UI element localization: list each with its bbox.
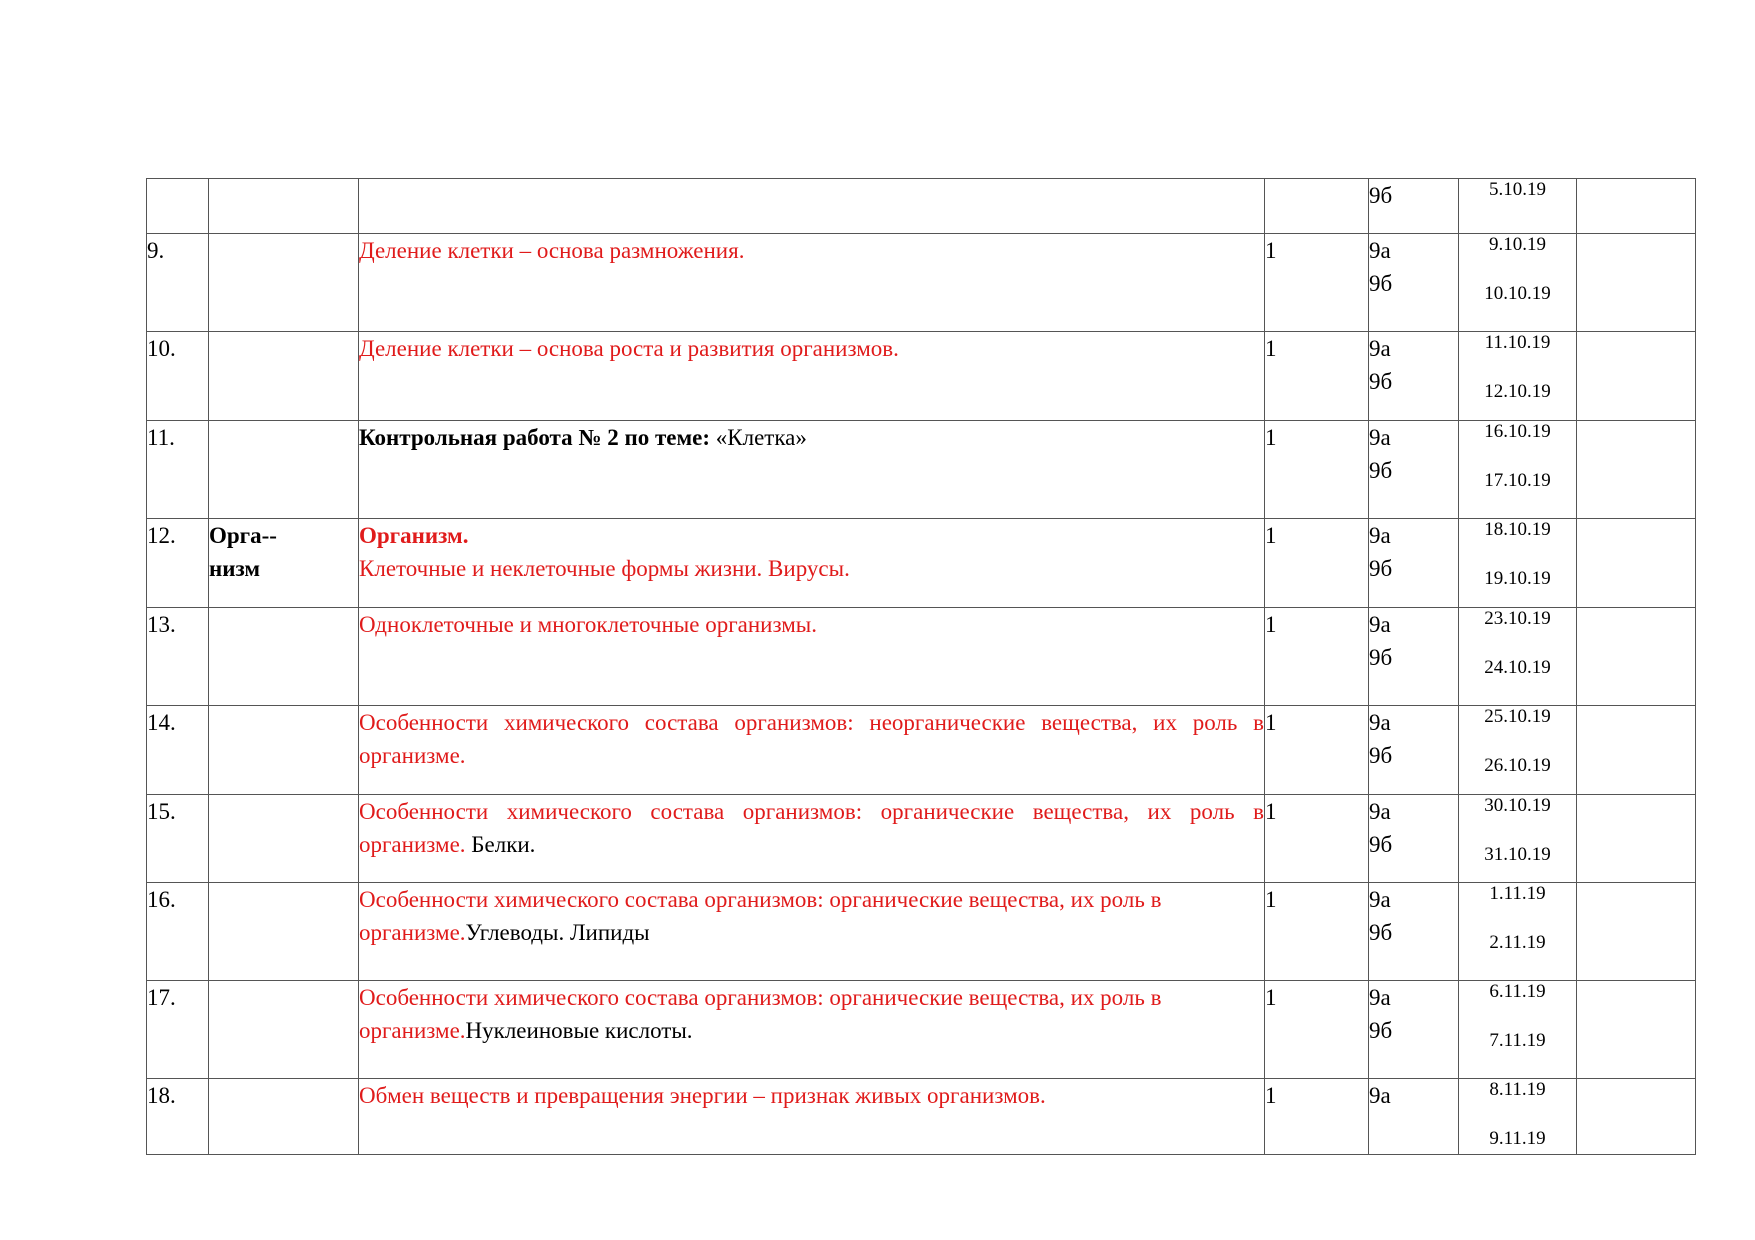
lesson-topic — [359, 519, 1265, 608]
topic-text: Деление клетки – основа роста и развития организмов. — [359, 336, 899, 361]
fact-date-cell — [1577, 981, 1696, 1079]
class-2: 9б — [1369, 743, 1393, 768]
lesson-number: 13. — [147, 608, 209, 706]
section-cell — [209, 332, 359, 421]
lesson-topic — [359, 421, 1265, 519]
date-2: 17.10.19 — [1484, 470, 1551, 491]
date-cell — [1459, 608, 1577, 706]
lesson-number: 10. — [147, 332, 209, 421]
lesson-number: 11. — [147, 421, 209, 519]
class-cell — [1369, 519, 1459, 608]
topic-text: Клеточные и неклеточные формы жизни. Вирусы. — [359, 556, 850, 581]
class-cell — [1369, 981, 1459, 1079]
section-cell — [209, 795, 359, 883]
fact-date-cell — [1577, 795, 1696, 883]
date-cell — [1459, 883, 1577, 981]
class-1: 9а — [1369, 612, 1391, 637]
date-cell — [1459, 795, 1577, 883]
class-1: 9а — [1369, 425, 1391, 450]
date-1: 9.10.19 — [1489, 234, 1546, 255]
lesson-number: 14. — [147, 706, 209, 795]
lesson-number: 9. — [147, 234, 209, 332]
fact-date-cell — [1577, 706, 1696, 795]
topic-label: Организм. — [359, 523, 469, 548]
table-row — [147, 421, 1696, 519]
date-2: 19.10.19 — [1484, 568, 1551, 589]
fact-date-cell — [1577, 179, 1696, 234]
class-cell — [1369, 883, 1459, 981]
table-row — [147, 179, 1696, 234]
table-row — [147, 706, 1696, 795]
date-1: 5.10.19 — [1489, 179, 1546, 200]
topic-text: Особенности химического состава организмов: органические вещества, их роль в организме. — [359, 985, 1162, 1043]
topic-extra: Нуклеиновые кислоты. — [465, 1018, 693, 1043]
fact-date-cell — [1577, 332, 1696, 421]
section-cell — [209, 706, 359, 795]
class-cell — [1369, 1079, 1459, 1155]
lesson-number: 18. — [147, 1079, 209, 1155]
class-2: 9б — [1369, 920, 1393, 945]
hours-cell: 1 — [1265, 795, 1369, 883]
lesson-topic — [359, 234, 1265, 332]
class-2: 9б — [1369, 645, 1393, 670]
fact-date-cell — [1577, 1079, 1696, 1155]
section-cell — [209, 883, 359, 981]
class-cell — [1369, 706, 1459, 795]
table-row — [147, 981, 1696, 1079]
class-2: 9б — [1369, 271, 1393, 296]
hours-cell: 1 — [1265, 883, 1369, 981]
lesson-number: 12. — [147, 519, 209, 608]
topic-text: Одноклеточные и многоклеточные организмы. — [359, 612, 817, 637]
class-cell — [1369, 795, 1459, 883]
topic-text: Особенности химического состава организмов: неорганические вещества, их роль в организме. — [359, 710, 1264, 768]
date-cell — [1459, 706, 1577, 795]
lesson-plan-table — [146, 178, 1696, 1155]
topic-text: Особенности химического состава организмов: органические вещества, их роль в организме. — [359, 799, 1264, 857]
table-row — [147, 332, 1696, 421]
class-cell — [1369, 421, 1459, 519]
date-2: 26.10.19 — [1484, 755, 1551, 776]
date-1: 16.10.19 — [1484, 421, 1551, 442]
class-1: 9а — [1369, 710, 1391, 735]
hours-cell: 1 — [1265, 421, 1369, 519]
table-row — [147, 1079, 1696, 1155]
date-2: 31.10.19 — [1484, 844, 1551, 865]
date-2: 9.11.19 — [1489, 1128, 1546, 1149]
table-row — [147, 234, 1696, 332]
lesson-topic — [359, 981, 1265, 1079]
hours-cell: 1 — [1265, 234, 1369, 332]
date-1: 23.10.19 — [1484, 608, 1551, 629]
class-1: 9а — [1369, 799, 1391, 824]
date-cell — [1459, 421, 1577, 519]
table-body — [147, 179, 1696, 1155]
table-row — [147, 795, 1696, 883]
class-cell — [1369, 234, 1459, 332]
lesson-number: 15. — [147, 795, 209, 883]
lesson-topic — [359, 179, 1265, 234]
fact-date-cell — [1577, 608, 1696, 706]
topic-extra: Углеводы. Липиды — [465, 920, 650, 945]
date-2: 10.10.19 — [1484, 283, 1551, 304]
class-1: 9а — [1369, 523, 1391, 548]
date-1: 1.11.19 — [1489, 883, 1546, 904]
date-cell — [1459, 519, 1577, 608]
section-cell — [209, 981, 359, 1079]
class-cell — [1369, 608, 1459, 706]
date-1: 8.11.19 — [1489, 1079, 1546, 1100]
topic-text: Обмен веществ и превращения энергии – признак живых организмов. — [359, 1083, 1046, 1108]
hours-cell: 1 — [1265, 1079, 1369, 1155]
date-cell — [1459, 981, 1577, 1079]
date-cell — [1459, 1079, 1577, 1155]
topic-text: Деление клетки – основа размножения. — [359, 238, 745, 263]
hours-cell: 1 — [1265, 608, 1369, 706]
hours-cell: 1 — [1265, 519, 1369, 608]
date-cell — [1459, 332, 1577, 421]
lesson-topic — [359, 795, 1265, 883]
class-2: 9б — [1369, 369, 1393, 394]
date-1: 30.10.19 — [1484, 795, 1551, 816]
class-1: 9а — [1369, 336, 1391, 361]
date-2: 24.10.19 — [1484, 657, 1551, 678]
lesson-topic — [359, 1079, 1265, 1155]
table-row — [147, 519, 1696, 608]
section-cell: Орга-- низм — [209, 519, 359, 608]
topic-text: Особенности химического состава организмов: органические вещества, их роль в организме. — [359, 887, 1162, 945]
lesson-number: 16. — [147, 883, 209, 981]
hours-cell: 1 — [1265, 332, 1369, 421]
class-2: 9б — [1369, 1018, 1393, 1043]
hours-cell: 1 — [1265, 981, 1369, 1079]
table-row — [147, 608, 1696, 706]
section-cell — [209, 234, 359, 332]
topic-label: Контрольная работа № 2 по теме: — [359, 425, 711, 450]
class-2: 9б — [1369, 556, 1393, 581]
lesson-number — [147, 179, 209, 234]
class-2: 9б — [1369, 458, 1393, 483]
section-cell — [209, 608, 359, 706]
date-cell — [1459, 179, 1577, 234]
date-1: 18.10.19 — [1484, 519, 1551, 540]
hours-cell: 1 — [1265, 706, 1369, 795]
date-2: 12.10.19 — [1484, 381, 1551, 402]
date-1: 11.10.19 — [1484, 332, 1551, 353]
section-cell — [209, 1079, 359, 1155]
hours-cell — [1265, 179, 1369, 234]
lesson-topic — [359, 883, 1265, 981]
class-2: 9б — [1369, 832, 1393, 857]
fact-date-cell — [1577, 519, 1696, 608]
class-1: 9а — [1369, 1083, 1391, 1108]
fact-date-cell — [1577, 883, 1696, 981]
topic-extra: «Клетка» — [710, 425, 807, 450]
class-cell — [1369, 332, 1459, 421]
fact-date-cell — [1577, 421, 1696, 519]
class-1: 9а — [1369, 238, 1391, 263]
section-cell — [209, 179, 359, 234]
date-cell — [1459, 234, 1577, 332]
lesson-number: 17. — [147, 981, 209, 1079]
table-row — [147, 883, 1696, 981]
section-cell — [209, 421, 359, 519]
topic-extra: Белки. — [465, 832, 536, 857]
date-1: 6.11.19 — [1489, 981, 1546, 1002]
date-2: 7.11.19 — [1489, 1030, 1546, 1051]
lesson-topic — [359, 332, 1265, 421]
lesson-topic — [359, 706, 1265, 795]
class-cell — [1369, 179, 1459, 234]
class-1: 9а — [1369, 985, 1391, 1010]
date-2: 2.11.19 — [1489, 932, 1546, 953]
class-1: 9а — [1369, 887, 1391, 912]
class-1: 9б — [1369, 183, 1393, 208]
date-1: 25.10.19 — [1484, 706, 1551, 727]
fact-date-cell — [1577, 234, 1696, 332]
lesson-topic — [359, 608, 1265, 706]
